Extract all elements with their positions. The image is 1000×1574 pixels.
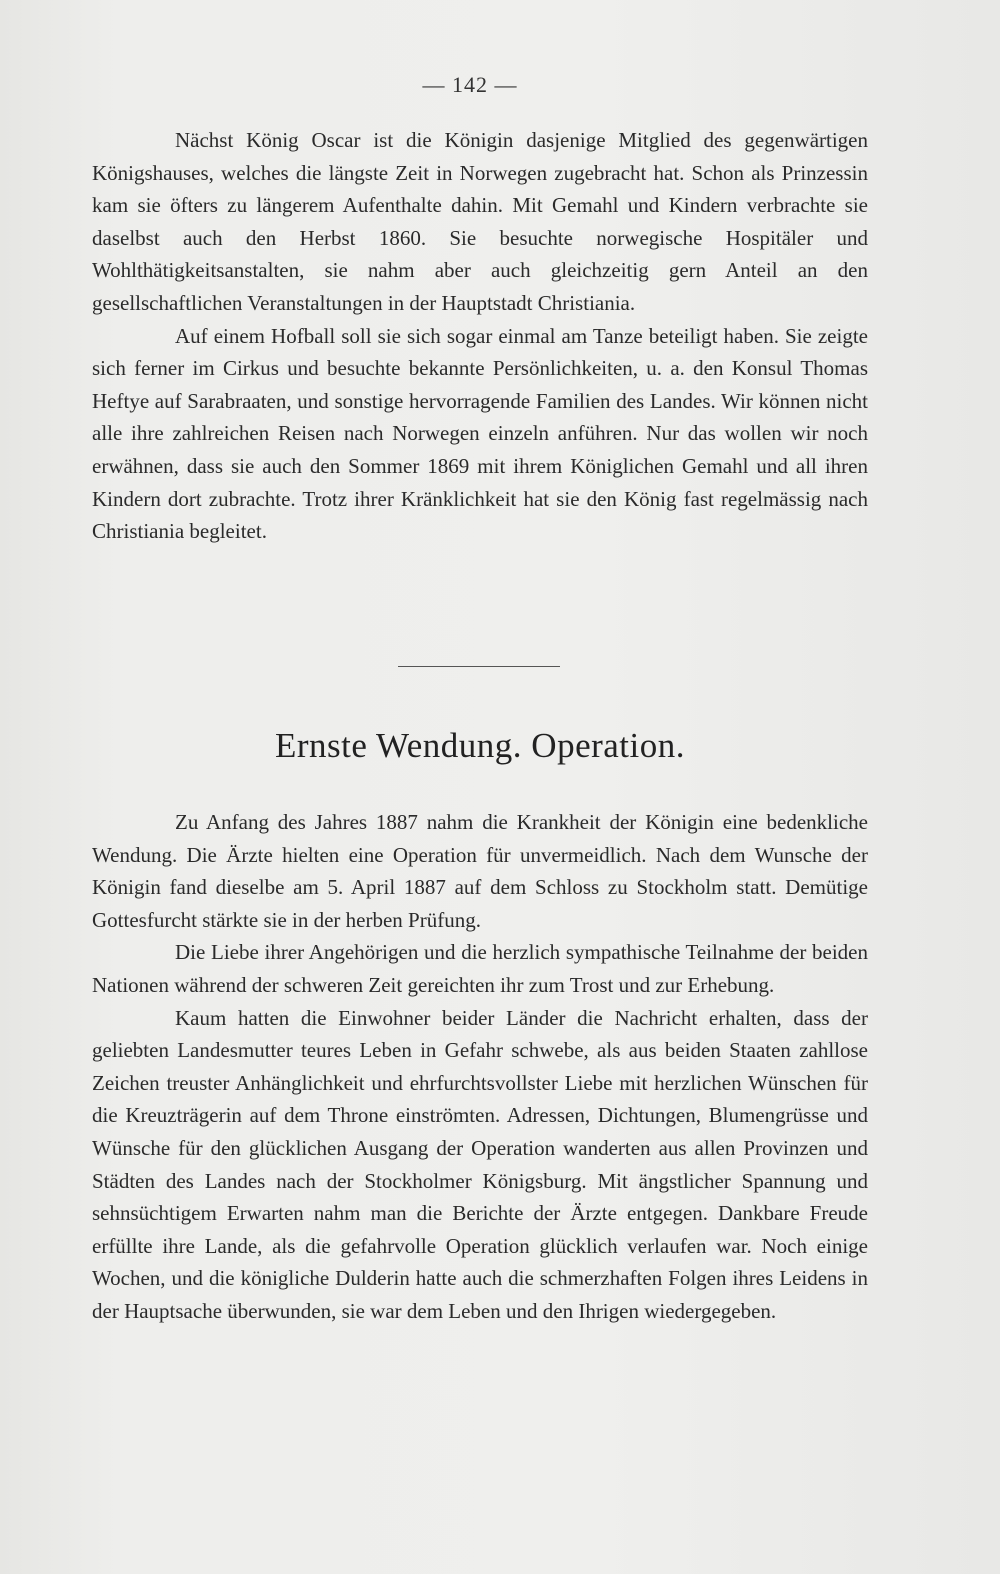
paragraph: Die Liebe ihrer Angehörigen und die herzlich sympathische Teilnahme der beiden Nationen während der schweren Zeit gereichten ihr zum Trost und zur Erhebung. — [92, 940, 868, 997]
section-text — [92, 806, 868, 1328]
paragraph: Nächst König Oscar ist die Königin dasjenige Mitglied des gegenwärtigen Königshauses, welches die längste Zeit in Norwegen zugebracht hat. Schon als Prinzessin kam sie öfters zu längerem Aufenthalte dahin. Mit Gemahl und Kindern verbrachte sie daselbst auch den Herbst 1860. Sie besuchte norwegische Hospitäler und Wohlthätigkeitsanstalten, sie nahm aber auch gleichzeitig gern Anteil an den gesellschaftlichen Veranstaltungen in der Hauptstadt Christiania. — [92, 128, 868, 315]
page-number: — 142 — — [422, 72, 518, 97]
paragraph: Auf einem Hofball soll sie sich sogar einmal am Tanze beteiligt haben. Sie zeigte sich ferner im Cirkus und besuchte bekannte Persönlichkeiten, u. a. den Konsul Thomas Heftye auf Sarabraaten, und sonstige hervorragende Familien des Landes. Wir können nicht alle ihre zahlreichen Reisen nach Norwegen einzeln anführen. Nur das wollen wir noch erwähnen, dass sie auch den Sommer 1869 mit ihrem Königlichen Gemahl und all ihren Kindern dort zubrachte. Trotz ihrer Kränklichkeit hat sie den König fast regelmässig nach Christiania begleitet. — [92, 323, 868, 544]
section-title: Ernste Wendung. Operation. — [275, 726, 685, 765]
section-divider — [398, 666, 560, 667]
intro-text — [92, 124, 868, 548]
paragraph: Zu Anfang des Jahres 1887 nahm die Krankheit der Königin eine bedenkliche Wendung. Die Ärzte hielten eine Operation für unvermeidlich. Nach dem Wunsche der Königin fand dieselbe am 5. April 1887 auf dem Schloss zu Stockholm statt. Demütige Gottesfurcht stärkte sie in der herben Prüfung. — [92, 810, 868, 932]
paragraph: Kaum hatten die Einwohner beider Länder die Nachricht erhalten, dass der geliebten Landesmutter teures Leben in Gefahr schwebe, als aus beiden Staaten zahllose Zeichen treuster Anhänglichkeit und ehrfurchtsvollster Liebe mit herzlichen Wünschen für die Kreuzträgerin auf dem Throne einströmten. Adressen, Dichtungen, Blumengrüsse und Wünsche für den glücklichen Ausgang der Operation wanderten aus allen Provinzen und Städten des Landes nach der Stockholmer Königsburg. Mit ängstlicher Spannung und sehnsüchtigem Erwarten nahm man die Berichte der Ärzte entgegen. Dankbare Freude erfüllte ihre Lande, als die gefahrvolle Operation glücklich verlaufen war. Noch einige Wochen, und die königliche Dulderin hatte auch die schmerzhaften Folgen ihres Leidens in der Hauptsache überwunden, sie war dem Leben und den Ihrigen wiedergegeben. — [92, 1005, 868, 1323]
